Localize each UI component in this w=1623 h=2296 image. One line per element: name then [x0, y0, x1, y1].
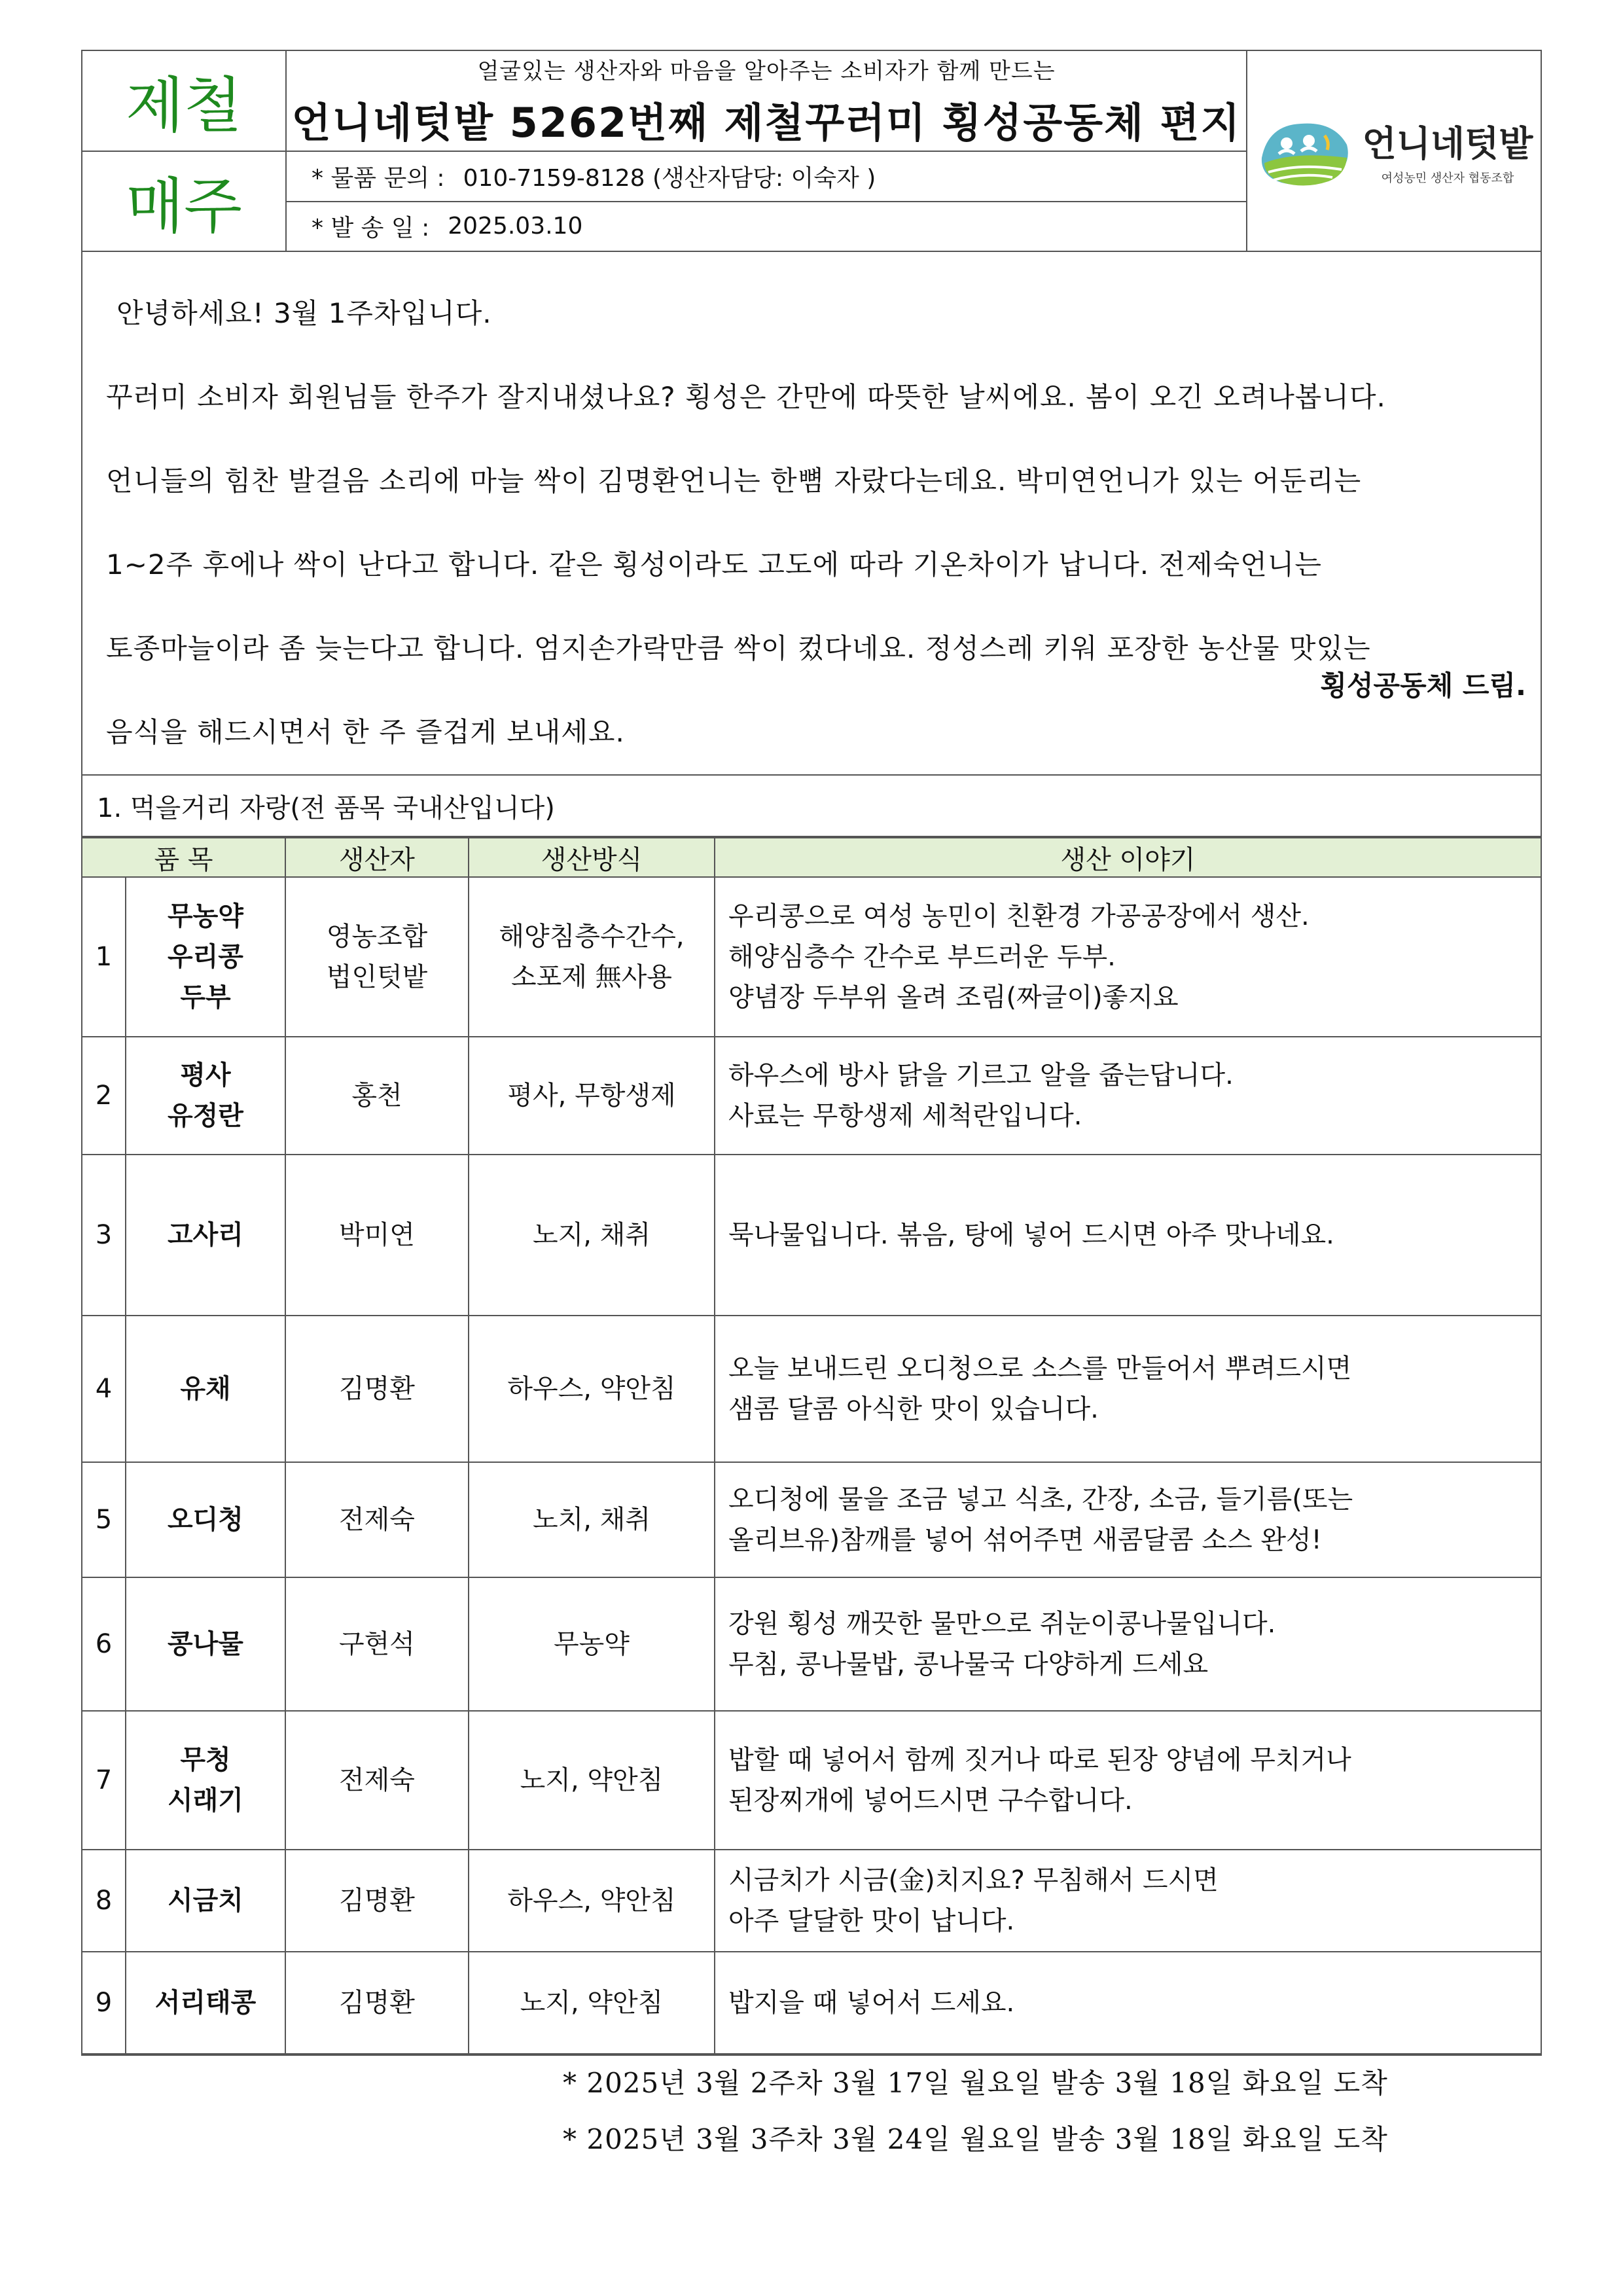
production-story-line: 밥지을 때 넣어서 드세요.: [728, 1988, 1015, 2018]
production-method-line: 하우스, 약안침: [507, 1886, 676, 1916]
logo-icon: [1255, 112, 1353, 190]
production-story-line: 밥할 때 넣어서 함께 짓거나 따로 된장 양념에 무치거나: [728, 1745, 1351, 1775]
production-story-line: 샘콤 달콤 아식한 맛이 있습니다.: [728, 1394, 1099, 1424]
letter-line: 안녕하세요! 3월 1주차입니다.: [116, 297, 492, 329]
item-name: [126, 1952, 285, 2054]
production-story-line: 강원 횡성 깨끗한 물만으로 쥐눈이콩나물입니다.: [728, 1609, 1276, 1639]
production-method: [469, 1037, 715, 1155]
producer-line: 구현석: [339, 1629, 415, 1659]
letter-line: 1~2주 후에나 싹이 난다고 합니다. 같은 횡성이라도 고도에 따라 기온차이가 납니다. 전제숙언니는: [106, 548, 1322, 581]
item-name: [126, 1155, 285, 1316]
section-title: 1. 먹을거리 자랑(전 품목 국내산입니다): [82, 776, 1541, 837]
col-header-item: 품 목: [82, 838, 285, 877]
item-name-line: 오디청: [168, 1505, 243, 1535]
item-name: [126, 1577, 285, 1711]
producer: [285, 1462, 469, 1577]
date-label: * 발 송 일 :: [312, 215, 430, 242]
production-method: [469, 1462, 715, 1577]
producer-line: 김명환: [339, 1886, 415, 1916]
item-name-line: 유정란: [168, 1101, 243, 1131]
row-number: 8: [82, 1850, 126, 1952]
logo-subtitle: 여성농민 생산자 협동조합: [1381, 171, 1514, 185]
production-story-line: 묵나물입니다. 볶음, 탕에 넣어 드시면 아주 맛나네요.: [728, 1220, 1334, 1250]
production-story: [715, 1155, 1541, 1316]
production-story-line: 우리콩으로 여성 농민이 친환경 가공공장에서 생산.: [728, 901, 1310, 931]
logo-area: [1247, 51, 1541, 251]
table-row: [82, 1577, 1541, 1711]
item-name: [126, 1711, 285, 1850]
item-name-line: 우리콩: [168, 942, 243, 972]
item-name-line: 서리태콩: [154, 1988, 257, 2018]
production-story-line: 된장찌개에 넣어드시면 구수합니다.: [728, 1785, 1133, 1816]
production-method: [469, 1316, 715, 1462]
production-story: [715, 1952, 1541, 2054]
item-name-line: 무청: [180, 1745, 231, 1775]
producer: [285, 1037, 469, 1155]
production-method-line: 노지, 약안침: [520, 1988, 664, 2018]
producer-line: 홍천: [351, 1081, 402, 1111]
letter-line: 음식을 해드시면서 한 주 즐겁게 보내세요.: [106, 716, 625, 748]
item-name-line: 유채: [180, 1374, 231, 1404]
production-story: [715, 1037, 1541, 1155]
table-row: [82, 1037, 1541, 1155]
table-row: [82, 877, 1541, 1037]
table-row: [82, 1952, 1541, 2054]
page-title: 언니네텃밭 5262번째 제철꾸러미 횡성공동체 편지: [291, 99, 1241, 147]
table-row: [82, 1850, 1541, 1952]
footer-note-1: * 2025년 3월 2주차 3월 17일 월요일 발송 3월 18일 화요일 도착: [563, 2067, 1388, 2099]
tag-seasonal: 제철: [82, 51, 285, 152]
table-row: [82, 1711, 1541, 1850]
inquiry-row: [287, 152, 1246, 201]
letter-body: [82, 252, 1541, 776]
product-table: [82, 837, 1541, 2054]
producer-line: 영농조합: [326, 922, 428, 952]
production-story-line: 아주 달달한 맛이 납니다.: [728, 1906, 1015, 1936]
table-row: [82, 1316, 1541, 1462]
table-row: [82, 1462, 1541, 1577]
production-method-line: 해양침층수간수,: [499, 922, 685, 952]
col-header-story: 생산 이야기: [715, 838, 1541, 877]
producer: [285, 1850, 469, 1952]
production-method: [469, 1577, 715, 1711]
production-story: [715, 1577, 1541, 1711]
production-story: [715, 1462, 1541, 1577]
row-number: 2: [82, 1037, 126, 1155]
row-number: 5: [82, 1462, 126, 1577]
production-method-line: 무농약: [554, 1629, 630, 1659]
producer: [285, 877, 469, 1037]
production-method: [469, 1155, 715, 1316]
tag-column: [82, 51, 287, 251]
item-name: [126, 1037, 285, 1155]
producer-line: 전제숙: [339, 1765, 415, 1795]
production-story: [715, 1850, 1541, 1952]
production-story-line: 무침, 콩나물밥, 콩나물국 다양하게 드세요: [728, 1649, 1209, 1679]
producer-line: 법인텃밭: [326, 962, 428, 992]
letter-line: 언니들의 힘찬 발걸음 소리에 마늘 싹이 김명환언니는 한뼘 자랐다는데요. 박미연언니가 있는 어둔리는: [106, 465, 1362, 497]
production-story-line: 양념장 두부위 올려 조림(짜글이)좋지요: [728, 982, 1179, 1013]
item-name-line: 콩나물: [168, 1629, 243, 1659]
production-method: [469, 1952, 715, 2054]
producer: [285, 1952, 469, 2054]
table-body: [82, 877, 1541, 2054]
producer: [285, 1155, 469, 1316]
footer-note-2: * 2025년 3월 3주차 3월 24일 월요일 발송 3월 18일 화요일 도착: [563, 2123, 1388, 2155]
letter-signature: 횡성공동체 드림.: [1320, 670, 1526, 702]
inquiry-label: * 물품 문의 :: [312, 164, 445, 192]
item-name-line: 시래기: [168, 1785, 243, 1816]
row-number: 4: [82, 1316, 126, 1462]
letter-line: 토종마늘이라 좀 늦는다고 합니다. 엄지손가락만큼 싹이 컸다네요. 정성스레 키워 포장한 농산물 맛있는: [106, 632, 1371, 664]
producer-line: 전제숙: [339, 1505, 415, 1535]
col-header-producer: 생산자: [285, 838, 469, 877]
producer: [285, 1316, 469, 1462]
table-header-row: [82, 838, 1541, 877]
production-method-line: 노지, 약안침: [520, 1765, 664, 1795]
row-number: 1: [82, 877, 126, 1037]
production-story-line: 하우스에 방사 닭을 기르고 알을 줍는답니다.: [728, 1060, 1234, 1090]
production-story-line: 오디청에 물을 조금 넣고 식초, 간장, 소금, 들기름(또는: [728, 1484, 1353, 1515]
production-story: [715, 1711, 1541, 1850]
logo: [1255, 112, 1533, 190]
row-number: 3: [82, 1155, 126, 1316]
logo-name: 언니네텃밭: [1362, 123, 1533, 164]
table-row: [82, 1155, 1541, 1316]
producer-line: 박미연: [339, 1220, 415, 1250]
inquiry-value: 010-7159-8128 (생산자담당: 이숙자 ): [463, 164, 876, 192]
production-story-line: 시금치가 시금(金)치지요? 무침해서 드시면: [728, 1865, 1219, 1895]
production-story-line: 올리브유)참깨를 넣어 섞어주면 새콤달콤 소스 완성!: [728, 1525, 1322, 1555]
date-row: [287, 201, 1246, 251]
item-name: [126, 1462, 285, 1577]
production-method-line: 소포제 無사용: [511, 962, 672, 992]
producer-line: 김명환: [339, 1374, 415, 1404]
letter-frame: [81, 50, 1542, 2056]
production-method: [469, 1850, 715, 1952]
date-value: 2025.03.10: [448, 213, 583, 240]
tag-weekly: 매주: [126, 171, 242, 242]
production-story-line: 오늘 보내드린 오디청으로 소스를 만들어서 뿌려드시면: [728, 1354, 1352, 1384]
production-method-line: 노지, 채취: [533, 1220, 651, 1250]
title-block: [287, 51, 1246, 152]
item-name: [126, 1316, 285, 1462]
row-number: 7: [82, 1711, 126, 1850]
item-name: [126, 877, 285, 1037]
item-name: [126, 1850, 285, 1952]
item-name-line: 평사: [180, 1060, 231, 1090]
subtitle: 얼굴있는 생산자와 마음을 알아주는 소비자가 함께 만드는: [477, 58, 1056, 84]
production-story: [715, 877, 1541, 1037]
production-story: [715, 1316, 1541, 1462]
production-method-line: 하우스, 약안침: [507, 1374, 676, 1404]
production-method-line: 노치, 채취: [533, 1505, 651, 1535]
col-header-method: 생산방식: [469, 838, 715, 877]
item-name-line: 고사리: [168, 1220, 243, 1250]
item-name-line: 두부: [180, 982, 231, 1013]
row-number: 9: [82, 1952, 126, 2054]
production-story-line: 해양심층수 간수로 부드러운 두부.: [728, 942, 1116, 972]
production-method: [469, 1711, 715, 1850]
production-method-line: 평사, 무항생제: [507, 1081, 676, 1111]
item-name-line: 시금치: [168, 1886, 243, 1916]
producer: [285, 1711, 469, 1850]
production-story-line: 사료는 무항생제 세척란입니다.: [728, 1101, 1082, 1131]
header: [82, 51, 1541, 252]
producer-line: 김명환: [339, 1988, 415, 2018]
letter-line: 꾸러미 소비자 회원님들 한주가 잘지내셨나요? 횡성은 간만에 따뜻한 날씨에요. 봄이 오긴 오려나봅니다.: [106, 381, 1386, 413]
logo-text: [1363, 116, 1533, 186]
header-info: [287, 51, 1247, 251]
production-method: [469, 877, 715, 1037]
row-number: 6: [82, 1577, 126, 1711]
producer: [285, 1577, 469, 1711]
item-name-line: 무농약: [168, 901, 243, 931]
